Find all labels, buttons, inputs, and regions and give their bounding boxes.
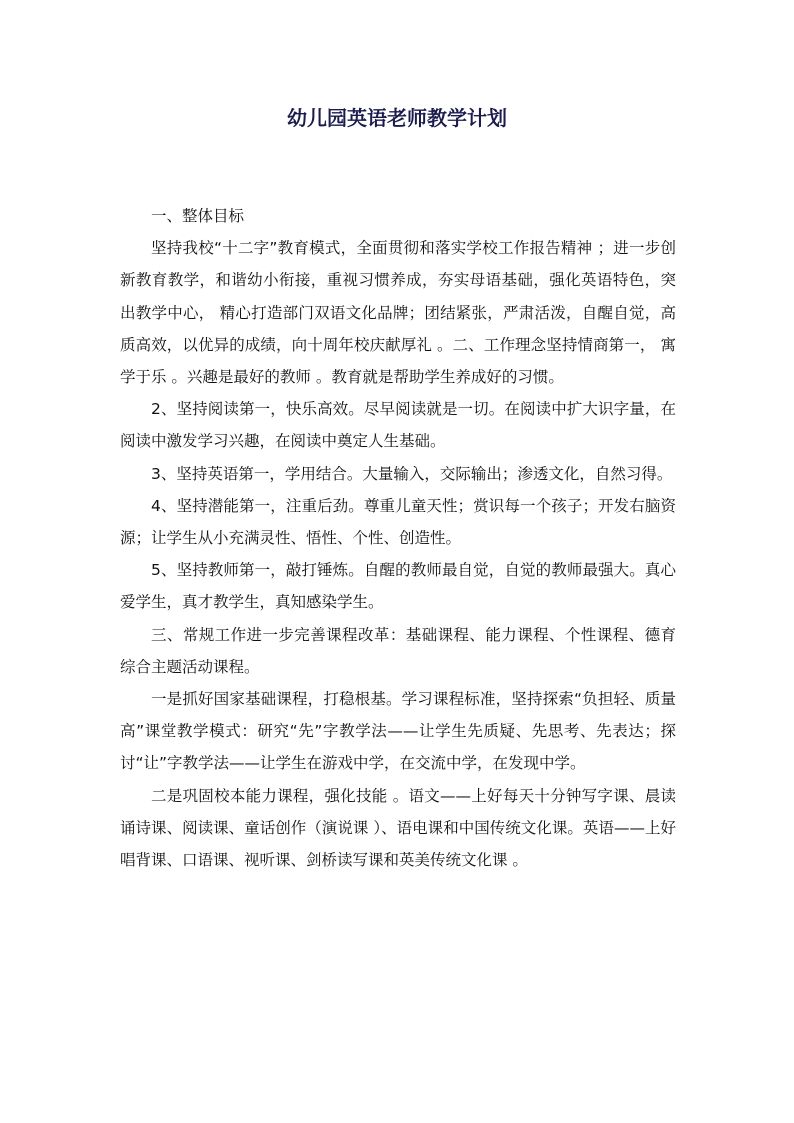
paragraph-teacher-first: 5、坚持教师第一，敲打锤炼。自醒的教师最自觉，自觉的教师最强大。真心爱学生，真才教学生，真知感染学生。 — [120, 561, 676, 612]
paragraph-reading-first: 2、坚持阅读第一，快乐高效。尽早阅读就是一切。在阅读中扩大识字量，在阅读中激发学习兴趣，在阅读中奠定人生基础。 — [120, 400, 676, 451]
paragraph-potential-first: 4、坚持潜能第一，注重后劲。尊重儿童天性；赏识每一个孩子；开发右脑资源；让学生从小充满灵性、悟性、个性、创造性。 — [120, 496, 676, 548]
paragraph-national-curriculum: 一是抓好国家基础课程，打稳根基。学习课程标准，坚持探索“负担轻、质量高”课堂教学模式：研究“先”字教学法——让学生先质疑、先思考、先表达；探讨“让”字教学法——让学生在游戏中学，在交流中学，在发现中学。 — [120, 690, 676, 773]
paragraph-education-mode: 坚持我校“十二字”教育模式，全面贯彻和落实学校工作报告精神 ；进一步创新教育教学，和谐幼小衔接，重视习惯养成，夯实母语基础，强化英语特色，突出教学中心， 精心打造部门双语文化品牌；团结紧张，严肃活泼，自醒自觉，高质高效，以优异的成绩，向十周年校庆献厚礼 。二、工作理念坚持情商第一， 寓学于乐 。兴趣是最好的教师 。教育就是帮助学生养成好的习惯。 — [120, 239, 676, 387]
document-title: 幼儿园英语老师教学计划 — [287, 106, 507, 130]
paragraph-routine-work: 三、常规工作进一步完善课程改革：基础课程、能力课程、个性课程、德育综合主题活动课程。 — [120, 625, 676, 676]
paragraph-school-curriculum: 二是巩固校本能力课程，强化技能 。语文——上好每天十分钟写字课、晨读诵诗课、阅读课、童话创作（演说课 ）、语电课和中国传统文化课。英语——上好唱背课、口语课、视听课、剑桥读写课和英美传统文化课 。 — [120, 786, 676, 870]
paragraph-english-first: 3、坚持英语第一，学用结合。大量输入，交际输出；渗透文化，自然习得。 — [151, 464, 673, 483]
section-heading-overall-goal: 一、整体目标 — [151, 207, 245, 225]
document-body — [120, 200, 676, 876]
